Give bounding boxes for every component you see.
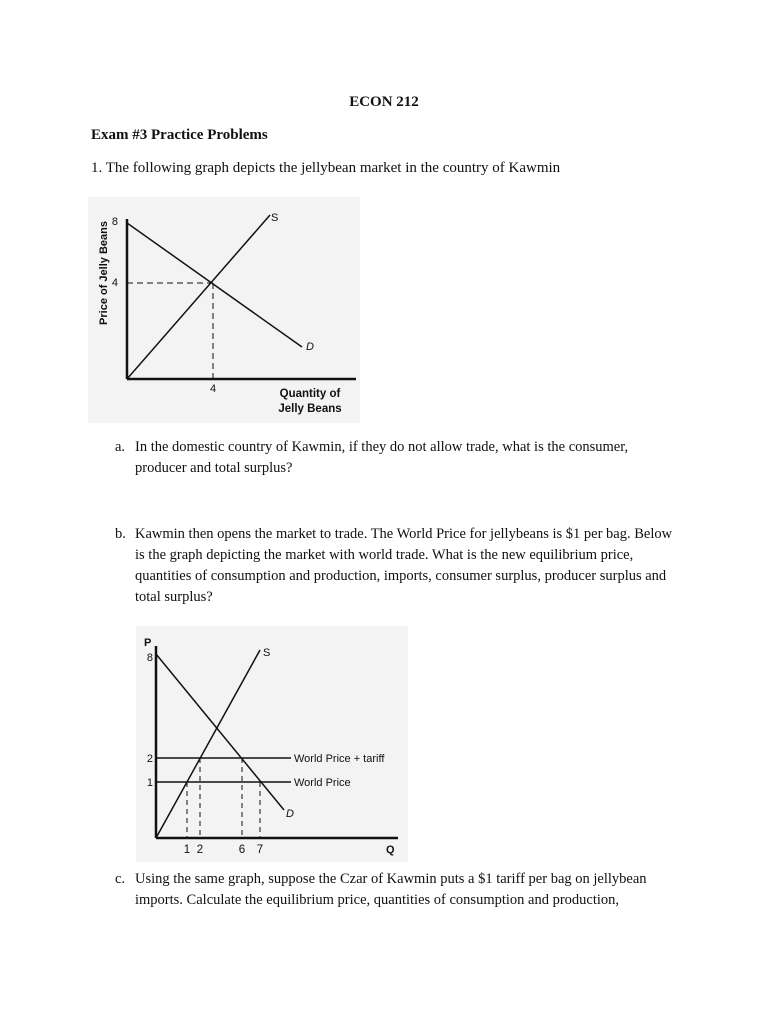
demand-line <box>156 654 284 810</box>
x-tick-6: 6 <box>238 844 246 856</box>
item-a-letter: a. <box>115 439 126 455</box>
supply-line <box>156 650 260 838</box>
item-a-text: In the domestic country of Kawmin, if they do not allow trade, what is the consumer, producer and total surplus? <box>135 439 629 476</box>
y-tick-8: 8 <box>111 216 118 228</box>
course-title: ECON 212 <box>349 94 419 110</box>
item-c-text: Using the same graph, suppose the Czar of Kawmin puts a $1 tariff per bag on jellybean imports. Calculate the equilibrium price, quantities of consumption and production, <box>135 871 647 908</box>
y-tick-1: 1 <box>146 777 153 789</box>
jellybean-market-graph <box>88 197 360 423</box>
exam-title: Exam #3 Practice Problems <box>91 127 268 143</box>
q-axis-label: Q <box>386 844 395 856</box>
y-tick-4: 4 <box>111 277 118 289</box>
y-tick-8: 8 <box>146 652 153 664</box>
y-tick-2: 2 <box>146 753 153 765</box>
x-tick-4: 4 <box>209 383 217 395</box>
demand-line <box>127 223 302 347</box>
world-price-label: World Price <box>294 777 351 789</box>
item-b-text: Kawmin then opens the market to trade. The World Price for jellybeans is $1 per bag. Below is the graph depicting the market with world trade. What is the new equilibrium price, quantities of consumption and production, imports, consumer surplus, producer surplus and total surplus? <box>135 526 673 605</box>
supply-line <box>127 215 270 379</box>
item-c-letter: c. <box>115 871 126 887</box>
world-trade-graph <box>136 626 408 862</box>
x-tick-7: 7 <box>256 844 264 856</box>
supply-label: S <box>263 647 271 659</box>
x-tick-1: 1 <box>183 844 191 856</box>
p-axis-label: P <box>144 637 152 649</box>
question-1: 1. The following graph depicts the jellybean market in the country of Kawmin <box>91 160 561 176</box>
world-price-tariff-label: World Price + tariff <box>294 753 385 765</box>
x-axis-label-line1: Quantity of <box>279 388 341 400</box>
x-axis-label-line2: Jelly Beans <box>278 403 342 415</box>
supply-label: S <box>271 212 279 224</box>
demand-label: D <box>306 341 314 353</box>
y-axis-label: Price of Jelly Beans <box>98 221 110 325</box>
demand-label: D <box>286 808 294 820</box>
item-b-letter: b. <box>115 526 126 542</box>
x-tick-2: 2 <box>196 844 204 856</box>
